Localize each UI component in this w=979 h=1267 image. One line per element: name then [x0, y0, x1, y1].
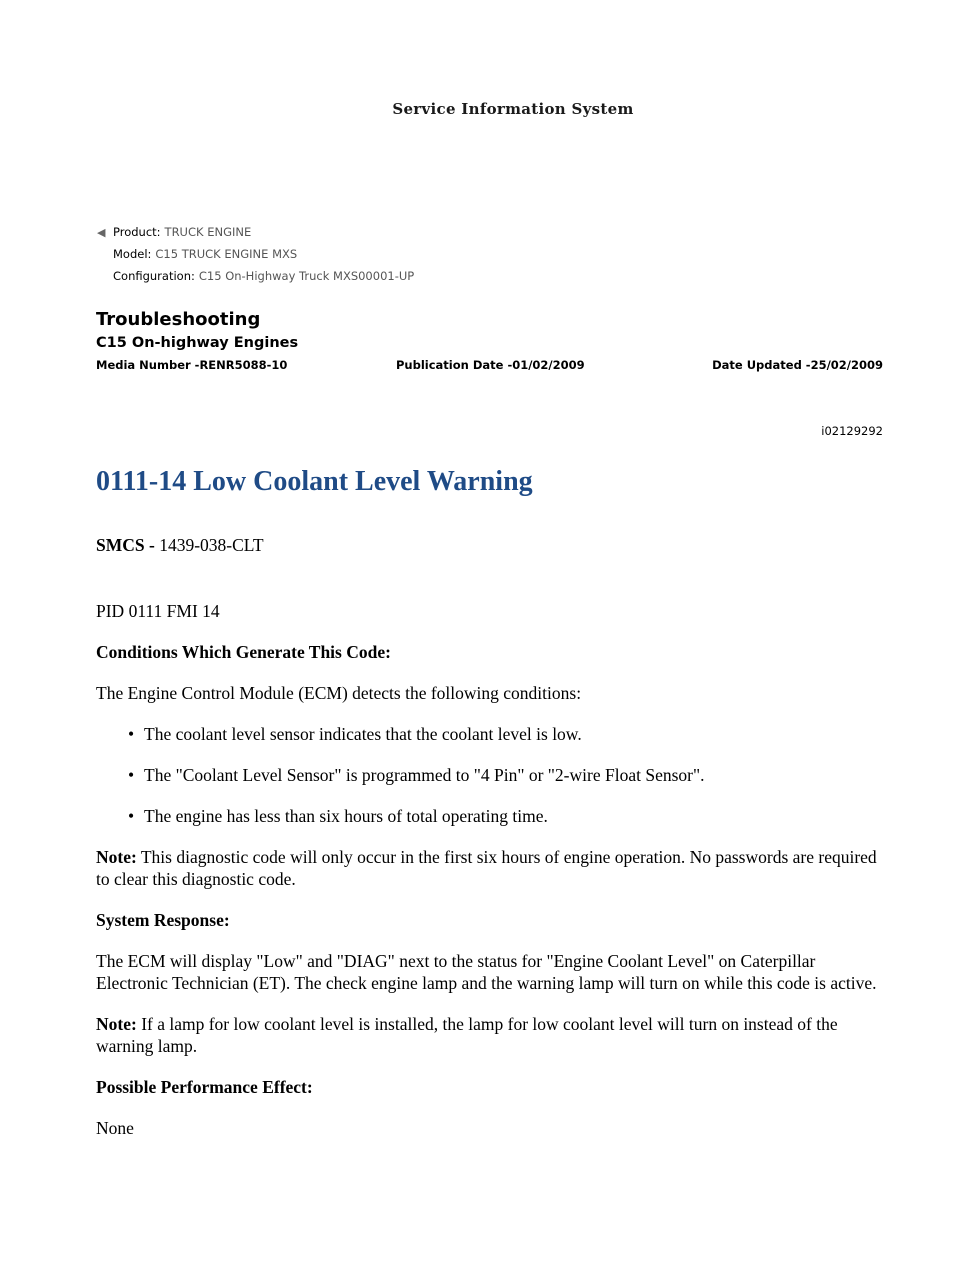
condition-text: The coolant level sensor indicates that the coolant level is low. — [144, 724, 582, 744]
document-meta — [96, 354, 883, 376]
condition-text: The engine has less than six hours of total operating time. — [144, 806, 548, 826]
article-title: 0111-14 Low Coolant Level Warning — [96, 466, 533, 497]
condition-text: The "Coolant Level Sensor" is programmed to "4 Pin" or "2-wire Float Sensor". — [144, 765, 705, 785]
article-body — [96, 464, 886, 1139]
media-number: Media Number -RENR5088-10 — [96, 358, 288, 372]
product-label: Product: — [113, 225, 161, 239]
date-updated: Date Updated -25/02/2009 — [712, 358, 883, 372]
note-2-text: If a lamp for low coolant level is installed, the lamp for low coolant level will turn on instead of the warning lamp. — [96, 1014, 838, 1056]
bullet: • — [128, 724, 135, 744]
product-row — [97, 224, 414, 246]
conditions-intro: The Engine Control Module (ECM) detects the following conditions: — [96, 683, 582, 703]
note-2 — [96, 1013, 886, 1057]
configuration-row — [97, 268, 414, 290]
document-subtitle: C15 On-highway Engines — [96, 335, 299, 351]
smcs-line — [96, 534, 886, 556]
bullet: • — [128, 765, 135, 785]
system-response-text: The ECM will display "Low" and "DIAG" next to the status for "Engine Coolant Level" on Caterpillar Electronic Technician (ET). The check engine lamp and the warning lamp will turn on while this code is active. — [96, 951, 877, 993]
configuration-value: C15 On-Highway Truck MXS00001-UP — [198, 269, 415, 283]
smcs-value: 1439-038-CLT — [159, 535, 264, 555]
note-label: Note: — [96, 847, 137, 867]
publication-date: Publication Date -01/02/2009 — [396, 358, 585, 372]
note-1-text: This diagnostic code will only occur in the first six hours of engine operation. No passwords are required to clear this diagnostic code. — [96, 847, 877, 889]
model-value: C15 TRUCK ENGINE MXS — [155, 247, 298, 261]
conditions-list — [96, 723, 886, 827]
product-value: TRUCK ENGINE — [164, 225, 252, 239]
document-header — [96, 308, 883, 376]
performance-heading: Possible Performance Effect: — [96, 1077, 313, 1097]
conditions-heading: Conditions Which Generate This Code: — [96, 642, 391, 662]
pid-line: PID 0111 FMI 14 — [96, 601, 220, 621]
system-title: Service Information System — [392, 100, 634, 118]
document-category: Troubleshooting — [96, 309, 261, 330]
smcs-label: SMCS - — [96, 535, 160, 555]
configuration-label: Configuration: — [113, 269, 195, 283]
document-id: i02129292 — [821, 424, 883, 438]
model-label: Model: — [113, 247, 152, 261]
back-arrow-icon[interactable]: ◀ — [97, 226, 106, 239]
list-item — [96, 764, 886, 786]
performance-text: None — [96, 1118, 134, 1138]
list-item — [96, 805, 886, 827]
system-response-heading: System Response: — [96, 910, 230, 930]
note-label: Note: — [96, 1014, 137, 1034]
model-row — [97, 246, 414, 268]
note-1 — [96, 846, 886, 890]
bullet: • — [128, 806, 135, 826]
list-item — [96, 723, 886, 745]
product-info — [97, 224, 414, 290]
